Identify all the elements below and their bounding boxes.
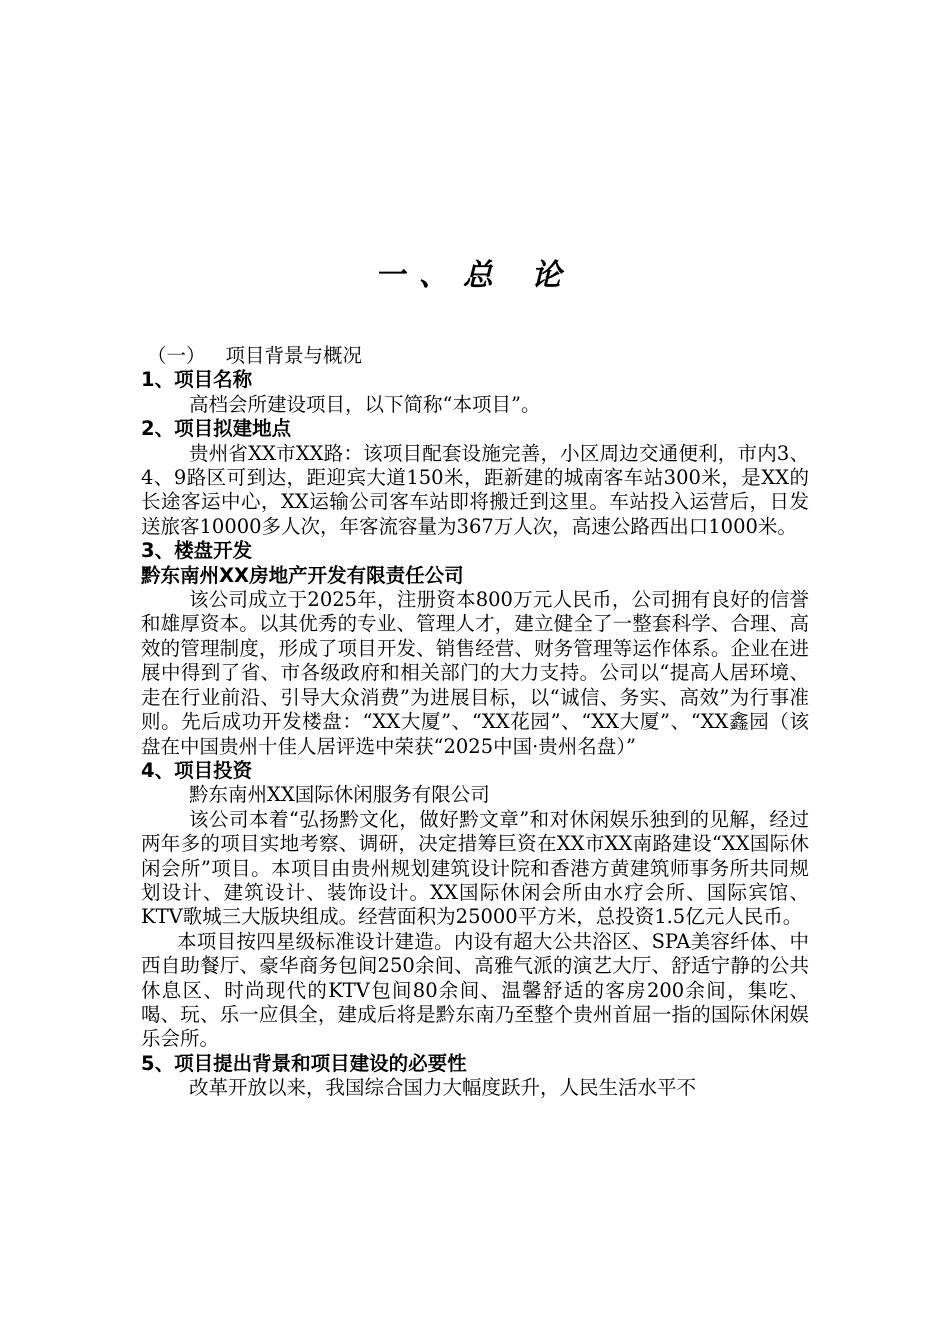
- item-heading-investment: 4、项目投资: [141, 758, 253, 782]
- chapter-title: 一、总 论: [374, 258, 576, 293]
- paragraph: 该公司成立于2025年，注册资本800万元人民币，公司拥有良好的信誉和雄厚资本。以其优秀的专业、管理人才，建立健全了一整套科学、合理、高效的管理制度，形成了项目开发、销售经营、财务管理等运作体系。企业在进展中得到了省、市各级政府和相关部门的大力支持。公司以“提高人居环境、走在行业前沿、引导大众消费”为进展目标，以“诚信、务实、高效”为行事准则。先后成功开发楼盘：“XX大厦”、“XX花园”、“XX大厦”、“XX鑫园（该盘在中国贵州十佳人居评选中荣获“2025中国·贵州名盘）”: [141, 588, 809, 758]
- item-heading-background: 5、项目提出背景和项目建设的必要性: [141, 1051, 467, 1075]
- paragraph: 改革开放以来，我国综合国力大幅度跃升，人民生活水平不: [189, 1076, 697, 1100]
- item-heading-project-name: 1、项目名称: [141, 368, 253, 392]
- item-heading-development: 3、楼盘开发: [141, 539, 253, 563]
- paragraph: 贵州省XX市XX路：该项目配套设施完善，小区周边交通便利，市内3、4、9路区可到达，距迎宾大道150米，距新建的城南客车站300米，是XX的长途客运中心，XX运输公司客车站即将搬迁到这里。车站投入运营后，日发送旅客10000多人次，年客流容量为367万人次，高速公路西出口1000米。: [141, 441, 809, 538]
- section-title: 项目背景与概况: [225, 344, 363, 367]
- developer-company-name: 黔东南州XX房地产开发有限责任公司: [141, 563, 464, 587]
- paragraph: 高档会所建设项目，以下简称“本项目”。: [189, 392, 541, 416]
- section-heading: [141, 344, 809, 368]
- paragraph: 该公司本着“弘扬黔文化，做好黔文章”和对休闲娱乐独到的见解，经过两年多的项目实地考察、调研，决定措筹巨资在XX市XX南路建设“XX国际休闲会所”项目。本项目由贵州规划建筑设计院和香港方黄建筑师事务所共同规划设计、建筑设计、装饰设计。XX国际休闲会所由水疗会所、国际宾馆、KTV歌城三大版块组成。经营面积为25000平方米，总投资1.5亿元人民币。: [141, 807, 809, 929]
- item-heading-location: 2、项目拟建地点: [141, 417, 292, 441]
- document-body: [141, 344, 809, 1101]
- section-number: （一）: [147, 344, 206, 367]
- paragraph: 本项目按四星级标准设计建造。内设有超大公共浴区、SPA美容纤体、中西自助餐厅、豪华商务包间250余间、高雅气派的演艺大厅、舒适宁静的公共休息区、时尚现代的KTV包间80余间、温馨舒适的客房200余间，集吃、喝、玩、乐一应俱全，建成后将是黔东南乃至整个贵州首屈一指的国际休闲娱乐会所。: [141, 929, 809, 1051]
- investor-company-name: 黔东南州XX国际休闲服务有限公司: [189, 783, 490, 807]
